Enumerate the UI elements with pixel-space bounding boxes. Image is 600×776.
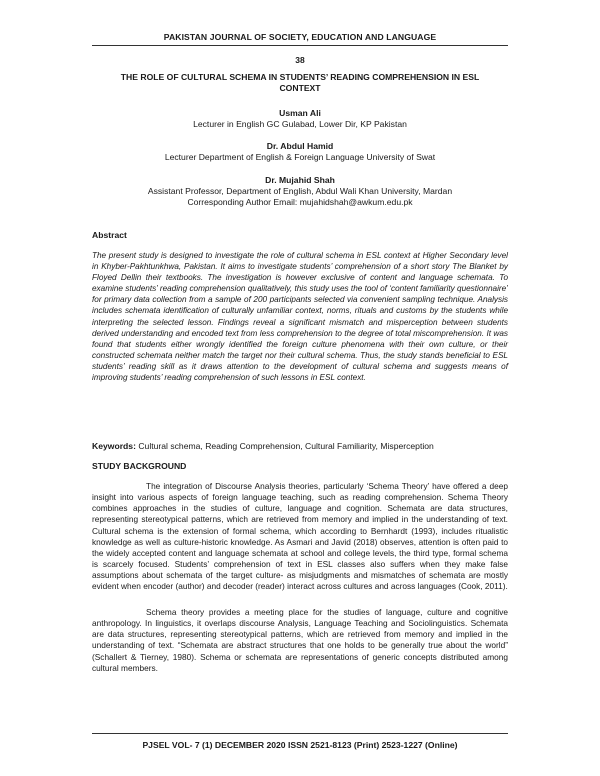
paper-title: THE ROLE OF CULTURAL SCHEMA IN STUDENTS’ READING COMPREHENSION IN ESL CONTEXT bbox=[120, 72, 480, 93]
author-affiliation: Assistant Professor, Department of English, Abdul Wali Khan University, Mardan bbox=[147, 186, 453, 196]
body-paragraph: Schema theory provides a meeting place for the studies of language, culture and cognitive anthropology. In linguistics, it overlaps discourse Analysis, Language Teaching and Sociolinguistics. Schemata are data structures, representing stereotypical patterns, which are retrieved from memory and implied in the understanding of text. “Schemata are abstract structures that one holds to be generally true about the world” (Schallert & Tierney, 1980). Schema or schemata are representations of generic concepts distributed among cultural members. bbox=[92, 607, 508, 673]
page-number: 38 bbox=[295, 55, 305, 65]
keywords-label: Keywords: bbox=[92, 441, 136, 451]
author-affiliation: Lecturer in English GC Gulabad, Lower Dir, KP Pakistan bbox=[193, 119, 407, 129]
author-block-1 bbox=[0, 108, 600, 130]
author-affiliation: Lecturer Department of English & Foreign Language University of Swat bbox=[164, 152, 436, 162]
body-paragraph: The integration of Discourse Analysis theories, particularly ‘Schema Theory’ have offered a deep insight into various aspects of foreign language teaching, such as reading comprehension. Schema Theory combines approaches in the studies of culture, language and cognition. Schemata are data structures, representing stereotypical patterns, which are retrieved from memory and implied in the understanding of text. Cultural schema is the extension of formal schema, which according to Bernhardt (1993), includes ritualistic knowledge as well as culture-historic knowledge. As Asmari and Javid (2018) observes, attention is often paid to the widely accepted content and language schemata at school and college levels, the third type, formal schema is scarcely focused. Students’ comprehension of text in ESL classes also suffers when they make false assumptions about schemata of the target culture- as misjudgments and mismatches of schemata are mostly evident when encoder (author) and decoder (reader) interact across cultures and across languages (Cook, 2011). bbox=[92, 481, 508, 592]
abstract-heading: Abstract bbox=[92, 230, 127, 240]
author-name: Dr. Mujahid Shah bbox=[265, 175, 335, 185]
keywords-text: Cultural schema, Reading Comprehension, Cultural Familiarity, Misperception bbox=[138, 441, 434, 451]
study-background-heading: STUDY BACKGROUND bbox=[92, 461, 187, 471]
header-rule bbox=[92, 45, 508, 46]
footer-citation: PJSEL VOL- 7 (1) DECEMBER 2020 ISSN 2521-8123 (Print) 2523-1227 (Online) bbox=[142, 740, 458, 750]
author-name: Dr. Abdul Hamid bbox=[266, 141, 334, 151]
footer-rule bbox=[92, 733, 508, 734]
author-name: Usman Ali bbox=[279, 108, 321, 118]
abstract-text: The present study is designed to investigate the role of cultural schema in ESL context at Higher Secondary level in Khyber-Pakhtunkhwa, Pakistan. It aims to investigate students’ comprehension of a short story The Blanket by Floyed Dellin their textbooks. The investigation is however exclusive of content and language schemata. To examine students’ reading comprehension qualitatively, this study uses the tool of ‘content familiarity questionnaire’ for primary data collection from a sample of 200 participants selected via convenient sampling technique. Analysis includes schemata identification of culturally unfamiliar context, norms, rituals and customs by the students while interpreting the selected lesson. Findings reveal a significant mismatch and misperception between students derived understanding and encoded text from less comprehension to the degree of total miscomprehension. It was found that students either wrongly identified the foreign culture phenomena with their own culture, or their constructed schemata neither match the target nor their cultural schema. Thus, the study stands beneficial to ESL students’ reading skill as it draws attention to the development of cultural schema and suggests means of improving students’ reading comprehension of such lessons in ESL context. bbox=[92, 251, 508, 383]
journal-header: PAKISTAN JOURNAL OF SOCIETY, EDUCATION AND LANGUAGE bbox=[163, 32, 437, 42]
keywords bbox=[92, 441, 508, 451]
author-block-3 bbox=[0, 175, 600, 208]
author-block-2 bbox=[0, 141, 600, 163]
corresponding-email: Corresponding Author Email: mujahidshah@awkum.edu.pk bbox=[187, 197, 413, 207]
